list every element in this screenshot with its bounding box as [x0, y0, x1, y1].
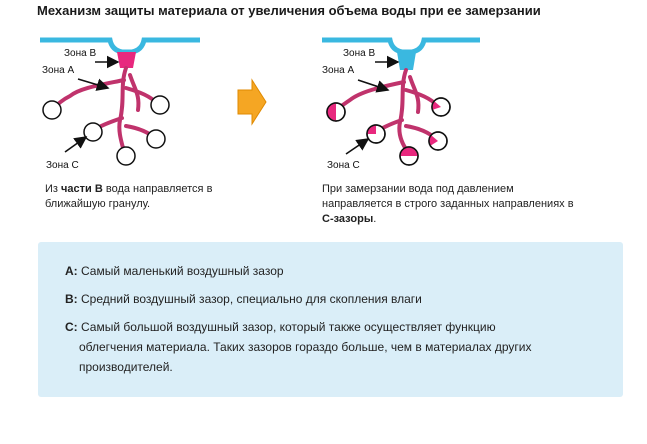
granule-right-4 — [429, 132, 447, 150]
granule-left-1 — [43, 101, 61, 119]
info-key-b: B: — [65, 292, 78, 306]
caption-right-bold: C-зазоры — [322, 213, 374, 225]
label-zone-a-right: Зона A — [322, 65, 355, 76]
granule-left-4 — [147, 130, 165, 148]
granule-left-3 — [84, 123, 102, 141]
info-key-a: A: — [65, 264, 78, 278]
info-text-b: Средний воздушный зазор, специально для скопления влаги — [77, 292, 422, 306]
granule-left-2 — [151, 96, 169, 114]
info-row-b — [65, 290, 422, 309]
diagram-right — [322, 40, 480, 171]
info-row-c-3: производителей. — [79, 360, 173, 374]
granule-right-3 — [367, 125, 385, 143]
info-text-c-1: Самый большой воздушный зазор, который также осуществляет функцию — [77, 320, 496, 334]
granule-right-1 — [327, 103, 345, 121]
diagram-left — [40, 40, 200, 171]
label-zone-a-left: Зона A — [42, 65, 75, 76]
caption-right — [322, 182, 582, 227]
zone-b-funnel-left — [117, 52, 136, 68]
caption-left-bold: части B — [61, 183, 103, 195]
info-row-c — [65, 318, 496, 337]
caption-left-post: вода направляется в ближайшую гранулу. — [45, 183, 213, 210]
label-zone-b-left: Зона B — [64, 48, 97, 59]
info-row-a — [65, 262, 284, 281]
caption-left-pre: Из — [45, 183, 62, 195]
label-zone-b-right: Зона B — [343, 48, 376, 59]
pointer-zone-c-right — [346, 139, 368, 154]
zone-b-funnel-right — [397, 52, 416, 70]
transition-arrow-icon — [238, 80, 266, 124]
pointer-zone-c-left — [65, 137, 86, 152]
info-box — [38, 242, 623, 397]
label-zone-c-right: Зона C — [327, 160, 360, 171]
channels-left — [54, 68, 158, 158]
info-text-a: Самый маленький воздушный зазор — [77, 264, 284, 278]
channels-right — [336, 70, 438, 152]
info-key-c: C: — [65, 320, 78, 334]
page-title: Механизм защиты материала от увеличения объема воды при ее замерзании — [37, 3, 541, 18]
caption-right-post: . — [373, 213, 377, 225]
granule-right-2 — [432, 98, 450, 116]
caption-left — [45, 182, 275, 212]
granule-left-5 — [117, 147, 135, 165]
granule-right-5 — [400, 147, 418, 165]
caption-right-pre: При замерзании вода под давлением направляется в строго заданных направлениях в — [322, 183, 574, 210]
label-zone-c-left: Зона C — [46, 160, 79, 171]
info-row-c-2: облегчения материала. Таких зазоров гораздо больше, чем в материалах других — [79, 340, 532, 354]
